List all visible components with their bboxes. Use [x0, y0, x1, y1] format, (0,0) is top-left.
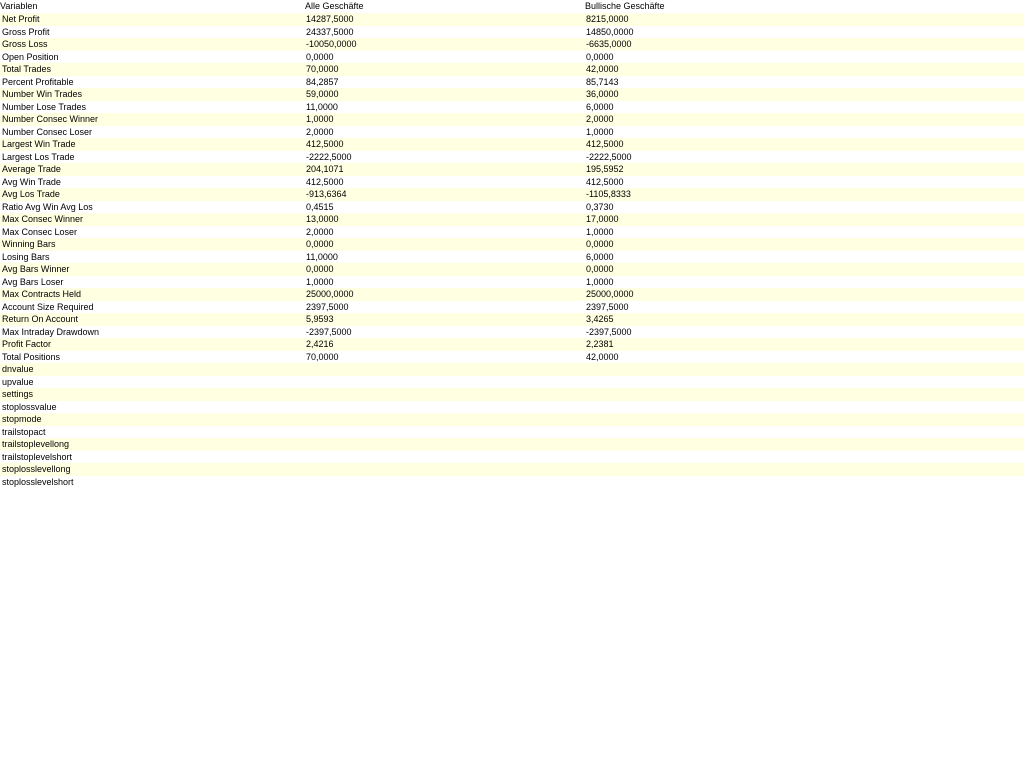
variable-name-cell: stoplosslevellong	[2, 464, 71, 474]
table-row	[0, 201, 1024, 214]
all-trades-value-cell: 59,0000	[306, 89, 339, 99]
table-row	[0, 238, 1024, 251]
bullish-trades-value-cell: 6,0000	[586, 251, 614, 262]
bullish-trades-value-cell: 2397,5000	[586, 301, 629, 312]
variable-name-cell: Gross Loss	[2, 39, 48, 49]
table-row	[0, 326, 1024, 339]
table-row	[0, 401, 1024, 414]
bullish-trades-value-cell: 17,0000	[586, 214, 619, 224]
table-row	[0, 426, 1024, 439]
table-row	[0, 76, 1024, 89]
table-row	[0, 151, 1024, 164]
all-trades-value-cell: 11,0000	[306, 251, 338, 262]
variable-name-cell: Avg Win Trade	[2, 176, 61, 187]
all-trades-value-cell: 5,9593	[306, 314, 334, 324]
all-trades-value-cell: 13,0000	[306, 214, 339, 224]
table-row	[0, 376, 1024, 389]
variable-name-cell: Number Consec Loser	[2, 126, 93, 137]
table-row	[0, 213, 1024, 226]
all-trades-value-cell: 0,0000	[306, 51, 334, 62]
table-row	[0, 251, 1024, 264]
bullish-trades-value-cell: 1,0000	[586, 126, 614, 137]
table-row	[0, 301, 1024, 314]
bullish-trades-value-cell: 14850,0000	[586, 26, 634, 37]
variable-name-cell: Number Win Trades	[2, 89, 83, 99]
variable-name-cell: Winning Bars	[2, 239, 56, 249]
variable-name-cell: Losing Bars	[2, 251, 50, 262]
bullish-trades-value-cell: 0,0000	[586, 239, 614, 249]
variable-name-cell: Gross Profit	[2, 26, 50, 37]
variable-name-cell: stoplossvalue	[2, 401, 57, 412]
table-body	[0, 13, 1024, 488]
variable-name-cell: Ratio Avg Win Avg Los	[2, 201, 93, 212]
all-trades-value-cell: 14287,5000	[306, 14, 354, 24]
all-trades-value-cell: 204,1071	[306, 164, 344, 174]
variable-name-cell: Max Consec Winner	[2, 214, 84, 224]
variable-name-cell: trailstoplevelshort	[2, 451, 73, 462]
table-row	[0, 26, 1024, 39]
bullish-trades-value-cell: 85,7143	[586, 76, 619, 87]
table-row	[0, 263, 1024, 276]
variable-name-cell: Avg Los Trade	[2, 189, 60, 199]
all-trades-value-cell: 1,0000	[306, 114, 334, 124]
table-row	[0, 51, 1024, 64]
table-row	[0, 438, 1024, 451]
bullish-trades-value-cell: 0,3730	[586, 201, 614, 212]
bullish-trades-value-cell: 0,0000	[586, 51, 614, 62]
all-trades-value-cell: 2,4216	[306, 339, 334, 349]
bullish-trades-value-cell: 1,0000	[586, 276, 614, 287]
table-row	[0, 451, 1024, 464]
variable-name-cell: Net Profit	[2, 14, 40, 24]
variable-name-cell: trailstoplevellong	[2, 439, 70, 449]
all-trades-value-cell: 0,4515	[306, 201, 334, 212]
variable-name-cell: Total Positions	[2, 351, 61, 362]
all-trades-value-cell: 412,5000	[306, 139, 344, 149]
bullish-trades-value-cell: 2,0000	[586, 114, 614, 124]
table-row	[0, 113, 1024, 126]
all-trades-value-cell: 1,0000	[306, 276, 334, 287]
variable-name-cell: dnvalue	[2, 364, 34, 374]
variable-name-cell: Number Lose Trades	[2, 101, 87, 112]
table-row	[0, 226, 1024, 239]
variable-name-cell: Max Contracts Held	[2, 289, 82, 299]
all-trades-value-cell: 70,0000	[306, 351, 339, 362]
variable-name-cell: Average Trade	[2, 164, 61, 174]
bullish-trades-value-cell: 412,5000	[586, 139, 624, 149]
all-trades-value-cell: -2222,5000	[306, 151, 352, 162]
variable-name-cell: stopmode	[2, 414, 42, 424]
bullish-trades-value-cell: 8215,0000	[586, 14, 629, 24]
table-row	[0, 363, 1024, 376]
bullish-trades-value-cell: 42,0000	[586, 64, 619, 74]
variable-name-cell: Max Intraday Drawdown	[2, 326, 100, 337]
all-trades-value-cell: 2,0000	[306, 226, 334, 237]
variable-name-cell: Profit Factor	[2, 339, 52, 349]
table-row	[0, 163, 1024, 176]
variable-name-cell: Avg Bars Winner	[2, 264, 70, 274]
table-row	[0, 313, 1024, 326]
variable-name-cell: Max Consec Loser	[2, 226, 78, 237]
bullish-trades-value-cell: -2397,5000	[586, 326, 632, 337]
bullish-trades-value-cell: 36,0000	[586, 89, 619, 99]
all-trades-value-cell: 412,5000	[306, 176, 344, 187]
bullish-trades-value-cell: 6,0000	[586, 101, 614, 112]
variable-name-cell: settings	[2, 389, 34, 399]
all-trades-value-cell: 84,2857	[306, 76, 339, 87]
table-row	[0, 38, 1024, 51]
variable-name-cell: Open Position	[2, 51, 59, 62]
all-trades-value-cell: 0,0000	[306, 239, 334, 249]
table-row	[0, 388, 1024, 401]
all-trades-value-cell: 11,0000	[306, 101, 338, 112]
table-row	[0, 351, 1024, 364]
column-header-bullish-trades: Bullische Geschäfte	[585, 1, 665, 11]
variable-name-cell: Number Consec Winner	[2, 114, 99, 124]
table-row	[0, 463, 1024, 476]
all-trades-value-cell: 0,0000	[306, 264, 334, 274]
table-row	[0, 138, 1024, 151]
variable-name-cell: Account Size Required	[2, 301, 94, 312]
table-row	[0, 276, 1024, 289]
variable-name-cell: upvalue	[2, 376, 34, 387]
bullish-trades-value-cell: -1105,8333	[586, 189, 631, 199]
variable-name-cell: Avg Bars Loser	[2, 276, 64, 287]
bullish-trades-value-cell: 1,0000	[586, 226, 614, 237]
bullish-trades-value-cell: 412,5000	[586, 176, 624, 187]
bullish-trades-value-cell: 25000,0000	[586, 289, 634, 299]
all-trades-value-cell: -2397,5000	[306, 326, 352, 337]
variable-name-cell: Total Trades	[2, 64, 52, 74]
all-trades-value-cell: 70,0000	[306, 64, 339, 74]
bullish-trades-value-cell: 42,0000	[586, 351, 619, 362]
column-header-variablen: Variablen	[0, 1, 38, 11]
table-row	[0, 188, 1024, 201]
variable-name-cell: Return On Account	[2, 314, 79, 324]
table-row	[0, 101, 1024, 114]
bullish-trades-value-cell: 3,4265	[586, 314, 614, 324]
bullish-trades-value-cell: -6635,0000	[586, 39, 632, 49]
all-trades-value-cell: 2397,5000	[306, 301, 349, 312]
variable-name-cell: stoplosslevelshort	[2, 476, 74, 487]
table-row	[0, 126, 1024, 139]
all-trades-value-cell: 25000,0000	[306, 289, 354, 299]
bullish-trades-value-cell: -2222,5000	[586, 151, 632, 162]
all-trades-value-cell: 2,0000	[306, 126, 334, 137]
bullish-trades-value-cell: 2,2381	[586, 339, 614, 349]
bullish-trades-value-cell: 0,0000	[586, 264, 614, 274]
variable-name-cell: trailstopact	[2, 426, 46, 437]
all-trades-value-cell: -913,6364	[306, 189, 347, 199]
table-row	[0, 13, 1024, 26]
table-row	[0, 176, 1024, 189]
table-row	[0, 476, 1024, 489]
table-row	[0, 338, 1024, 351]
column-header-all-trades: Alle Geschäfte	[305, 1, 364, 11]
variable-name-cell: Largest Los Trade	[2, 151, 75, 162]
all-trades-value-cell: -10050,0000	[306, 39, 357, 49]
all-trades-value-cell: 24337,5000	[306, 26, 354, 37]
table-row	[0, 88, 1024, 101]
table-row	[0, 413, 1024, 426]
table-row	[0, 288, 1024, 301]
bullish-trades-value-cell: 195,5952	[586, 164, 624, 174]
variable-name-cell: Percent Profitable	[2, 76, 74, 87]
table-header-row	[0, 0, 1024, 13]
variable-name-cell: Largest Win Trade	[2, 139, 76, 149]
table-row	[0, 63, 1024, 76]
